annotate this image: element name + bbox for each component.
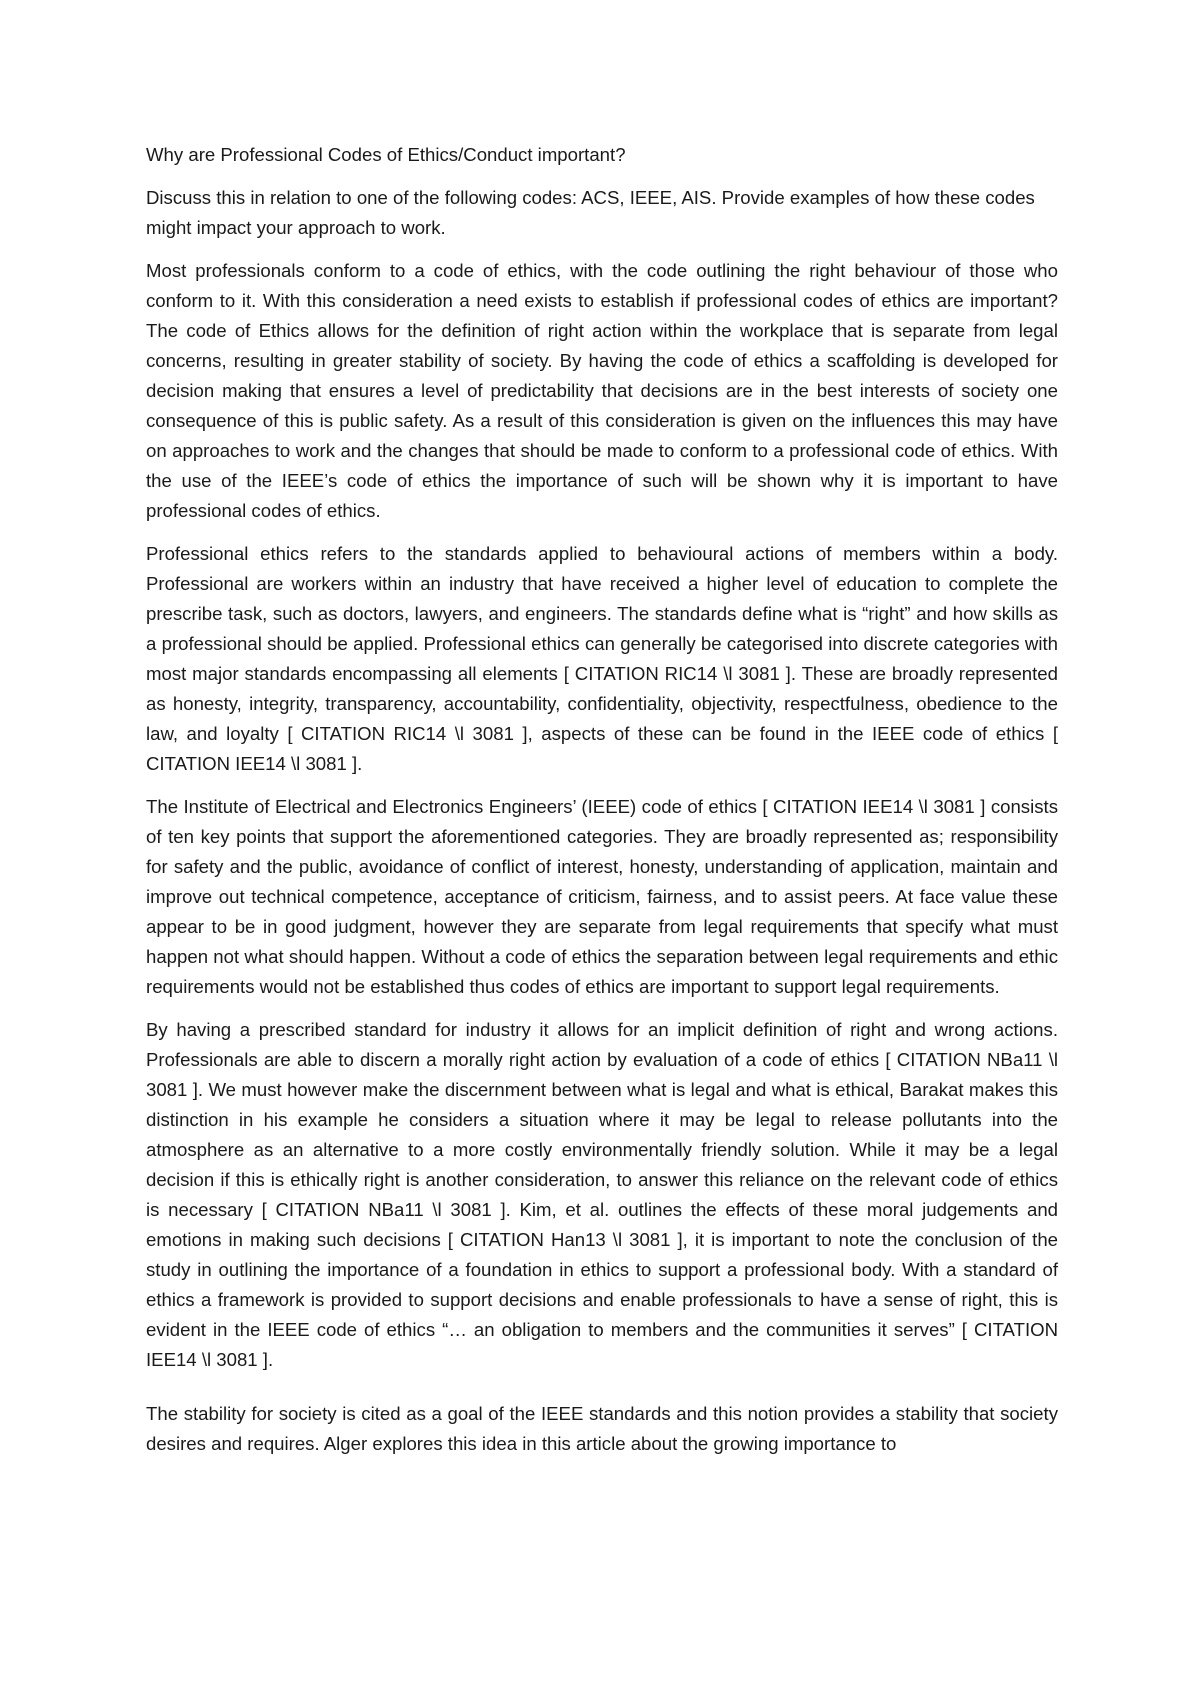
paragraph-professional-ethics: Professional ethics refers to the standards applied to behavioural actions of members within a body. Professional are workers within an industry that have received a higher level of education to complete the prescribe task, such as doctors, lawyers, and engineers. The standards define what is “right” and how skills as a professional should be applied. Professional ethics can generally be categorised into discrete categories with most major standards encompassing all elements [ CITATION RIC14 \l 3081 ]. These are broadly represented as honesty, integrity, transparency, accountability, confidentiality, objectivity, respectfulness, obedience to the law, and loyalty [ CITATION RIC14 \l 3081 ], aspects of these can be found in the IEEE code of ethics [ CITATION IEE14 \l 3081 ]. [146, 543, 1058, 774]
paragraph-prescribed-standard: By having a prescribed standard for industry it allows for an implicit definition of right and wrong actions. Professionals are able to discern a morally right action by evaluation of a code of ethics [ CITATION NBa11 \l 3081 ]. We must however make the discernment between what is legal and what is ethical, Barakat makes this distinction in his example he considers a situation where it may be legal to release pollutants into the atmosphere as an alternative to a more costly environmentally friendly solution. While it may be a legal decision if this is ethically right is another consideration, to answer this reliance on the relevant code of ethics is necessary [ CITATION NBa11 \l 3081 ]. Kim, et al. outlines the effects of these moral judgements and emotions in making such decisions [ CITATION Han13 \l 3081 ], it is important to note the conclusion of the study in outlining the importance of a foundation in ethics to support a professional body. With a standard of ethics a framework is provided to support decisions and enable professionals to have a sense of right, this is evident in the IEEE code of ethics “… an obligation to members and the communities it serves” [ CITATION IEE14 \l 3081 ]. [146, 1019, 1058, 1370]
paragraph-ieee-code: The Institute of Electrical and Electronics Engineers’ (IEEE) code of ethics [ CITATION IEE14 \l 3081 ] consists of ten key points that support the aforementioned categories. They are broadly represented as; responsibility for safety and the public, avoidance of conflict of interest, honesty, understanding of application, maintain and improve out technical competence, acceptance of criticism, fairness, and to assist peers. At face value these appear to be in good judgment, however they are separate from legal requirements that specify what must happen not what should happen. Without a code of ethics the separation between legal requirements and ethic requirements would not be established thus codes of ethics are important to support legal requirements. [146, 796, 1058, 997]
essay-question: Why are Professional Codes of Ethics/Conduct important? [146, 144, 626, 165]
paragraph-stability: The stability for society is cited as a goal of the IEEE standards and this notion provides a stability that society desires and requires. Alger explores this idea in this article about the growing importance to [146, 1403, 1058, 1454]
essay-instruction: Discuss this in relation to one of the following codes: ACS, IEEE, AIS. Provide examples of how these codes might impact your approach to work. [146, 187, 1035, 238]
document-body [146, 140, 1058, 1472]
paragraph-introduction: Most professionals conform to a code of ethics, with the code outlining the right behaviour of those who conform to it. With this consideration a need exists to establish if professional codes of ethics are important? The code of Ethics allows for the definition of right action within the workplace that is separate from legal concerns, resulting in greater stability of society. By having the code of ethics a scaffolding is developed for decision making that ensures a level of predictability that decisions are in the best interests of society one consequence of this is public safety. As a result of this consideration is given on the influences this may have on approaches to work and the changes that should be made to conform to a professional code of ethics. With the use of the IEEE’s code of ethics the importance of such will be shown why it is important to have professional codes of ethics. [146, 260, 1058, 521]
